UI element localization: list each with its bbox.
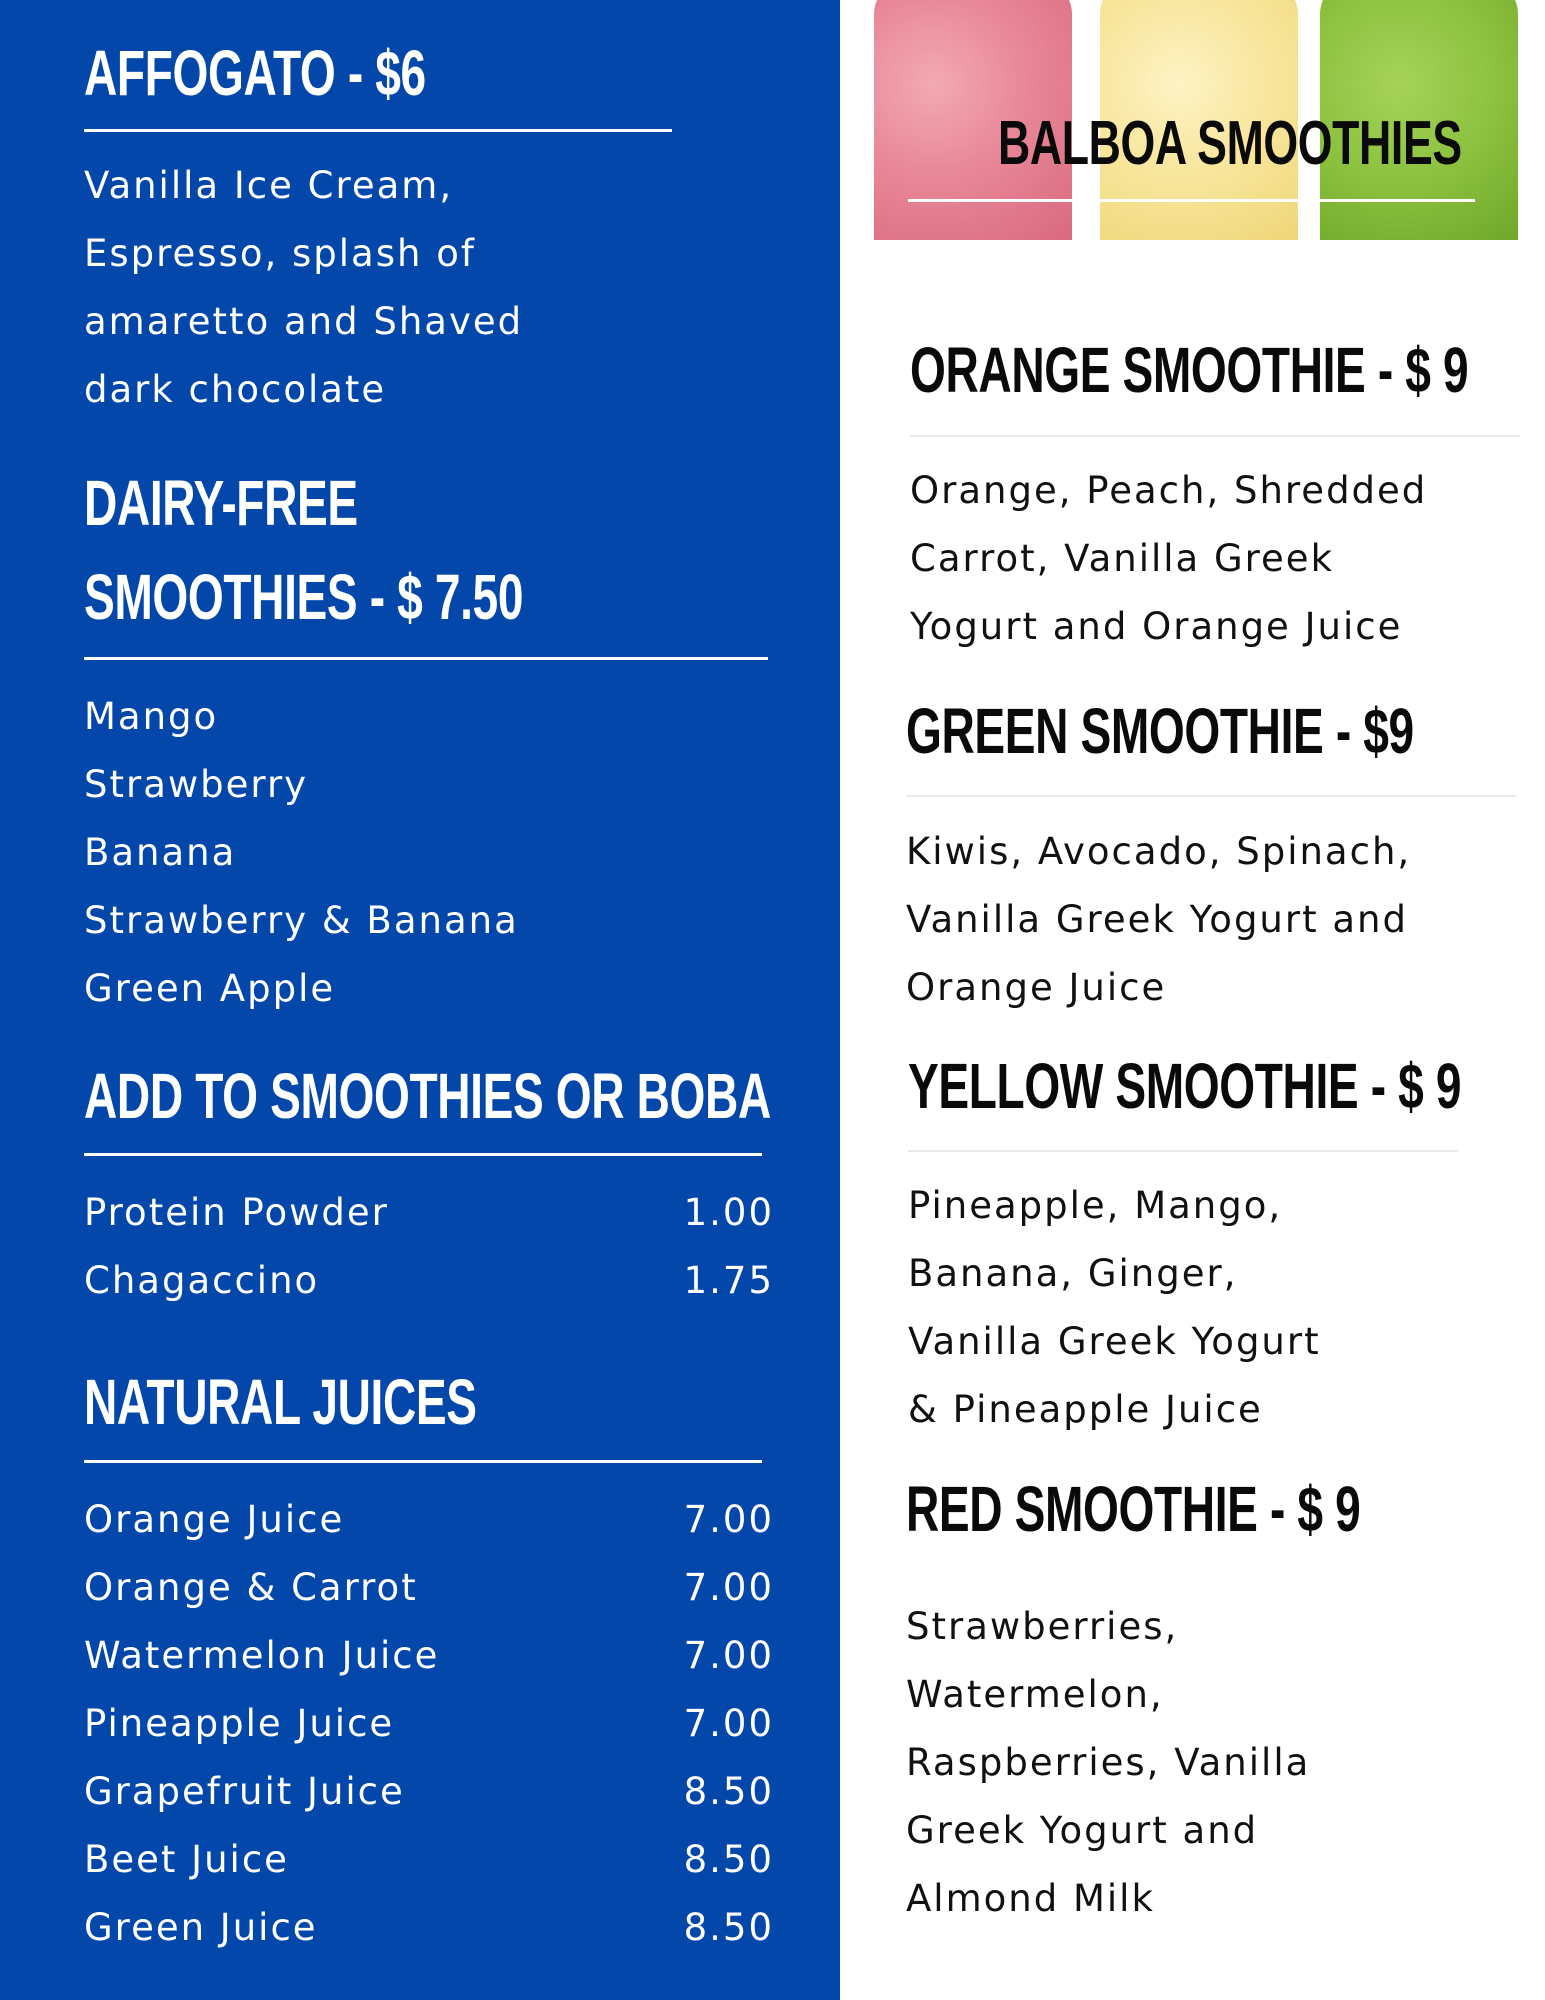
juice-price: 7.00 [683,1498,774,1541]
yellow-line-3: Vanilla Greek Yogurt [908,1320,1321,1363]
juices-heading: NATURAL JUICES [84,1366,477,1438]
red-line-4: Greek Yogurt and [906,1809,1259,1852]
green-divider [906,795,1516,797]
yellow-line-4: & Pineapple Juice [908,1388,1263,1431]
juice-name: Pineapple Juice [84,1702,395,1745]
juices-divider [84,1460,762,1463]
orange-line-1: Orange, Peach, Shredded [910,469,1428,512]
dairy-free-item: Strawberry [84,763,309,806]
juice-name: Green Juice [84,1906,318,1949]
addons-divider [84,1153,762,1156]
red-line-1: Strawberries, [906,1605,1179,1648]
red-line-3: Raspberries, Vanilla [906,1741,1311,1784]
addon-row [84,1247,774,1315]
juice-row [84,1758,774,1826]
dairy-free-item: Green Apple [84,967,336,1010]
juice-price: 7.00 [683,1634,774,1677]
addon-price: 1.00 [683,1191,774,1234]
green-line-2: Vanilla Greek Yogurt and [906,898,1408,941]
juice-row [84,1622,774,1690]
dairy-free-item: Mango [84,695,219,738]
juice-price: 7.00 [683,1702,774,1745]
yellow-smoothie-heading: YELLOW SMOOTHIE - $ 9 [908,1050,1462,1122]
brand-divider [908,199,1475,202]
juice-price: 8.50 [683,1770,774,1813]
juice-name: Beet Juice [84,1838,289,1881]
juice-row [84,1690,774,1758]
addon-name: Chagaccino [84,1259,320,1302]
orange-line-2: Carrot, Vanilla Greek [910,537,1334,580]
affogato-line-1: Vanilla Ice Cream, [84,164,454,207]
juice-name: Grapefruit Juice [84,1770,405,1813]
orange-smoothie-heading: ORANGE SMOOTHIE - $ 9 [910,334,1469,406]
red-smoothie-heading: RED SMOOTHIE - $ 9 [906,1473,1361,1545]
juice-name: Orange Juice [84,1498,345,1541]
dairy-free-heading-line-1: DAIRY-FREE [84,467,358,539]
orange-divider [910,435,1520,437]
red-line-2: Watermelon, [906,1673,1164,1716]
yellow-line-1: Pineapple, Mango, [908,1184,1283,1227]
juice-price: 8.50 [683,1838,774,1881]
yellow-divider [908,1150,1458,1152]
juice-price: 7.00 [683,1566,774,1609]
affogato-divider [84,129,672,132]
juice-price: 8.50 [683,1906,774,1949]
orange-line-3: Yogurt and Orange Juice [910,605,1403,648]
dairy-free-item: Strawberry & Banana [84,899,519,942]
addon-row [84,1179,774,1247]
addon-price: 1.75 [683,1259,774,1302]
dairy-free-heading-line-2: SMOOTHIES - $ 7.50 [84,561,524,633]
dairy-free-item: Banana [84,831,237,874]
addons-heading: ADD TO SMOOTHIES OR BOBA [84,1060,771,1132]
juice-row [84,1826,774,1894]
green-smoothie-heading: GREEN SMOOTHIE - $9 [906,695,1414,767]
juice-row [84,1486,774,1554]
red-line-5: Almond Milk [906,1877,1155,1920]
juice-name: Orange & Carrot [84,1566,418,1609]
affogato-line-4: dark chocolate [84,368,387,411]
dairy-free-divider [84,657,768,660]
juice-row [84,1554,774,1622]
yellow-line-2: Banana, Ginger, [908,1252,1238,1295]
right-menu-panel [840,0,1545,2000]
affogato-line-2: Espresso, splash of [84,232,476,275]
green-line-3: Orange Juice [906,966,1167,1009]
juice-row [84,1894,774,1962]
juice-name: Watermelon Juice [84,1634,440,1677]
affogato-heading: AFFOGATO - $6 [84,37,426,109]
addon-name: Protein Powder [84,1191,389,1234]
affogato-line-3: amaretto and Shaved [84,300,524,343]
brand-title: BALBOA SMOOTHIES [998,109,1462,178]
green-line-1: Kiwis, Avocado, Spinach, [906,830,1412,873]
